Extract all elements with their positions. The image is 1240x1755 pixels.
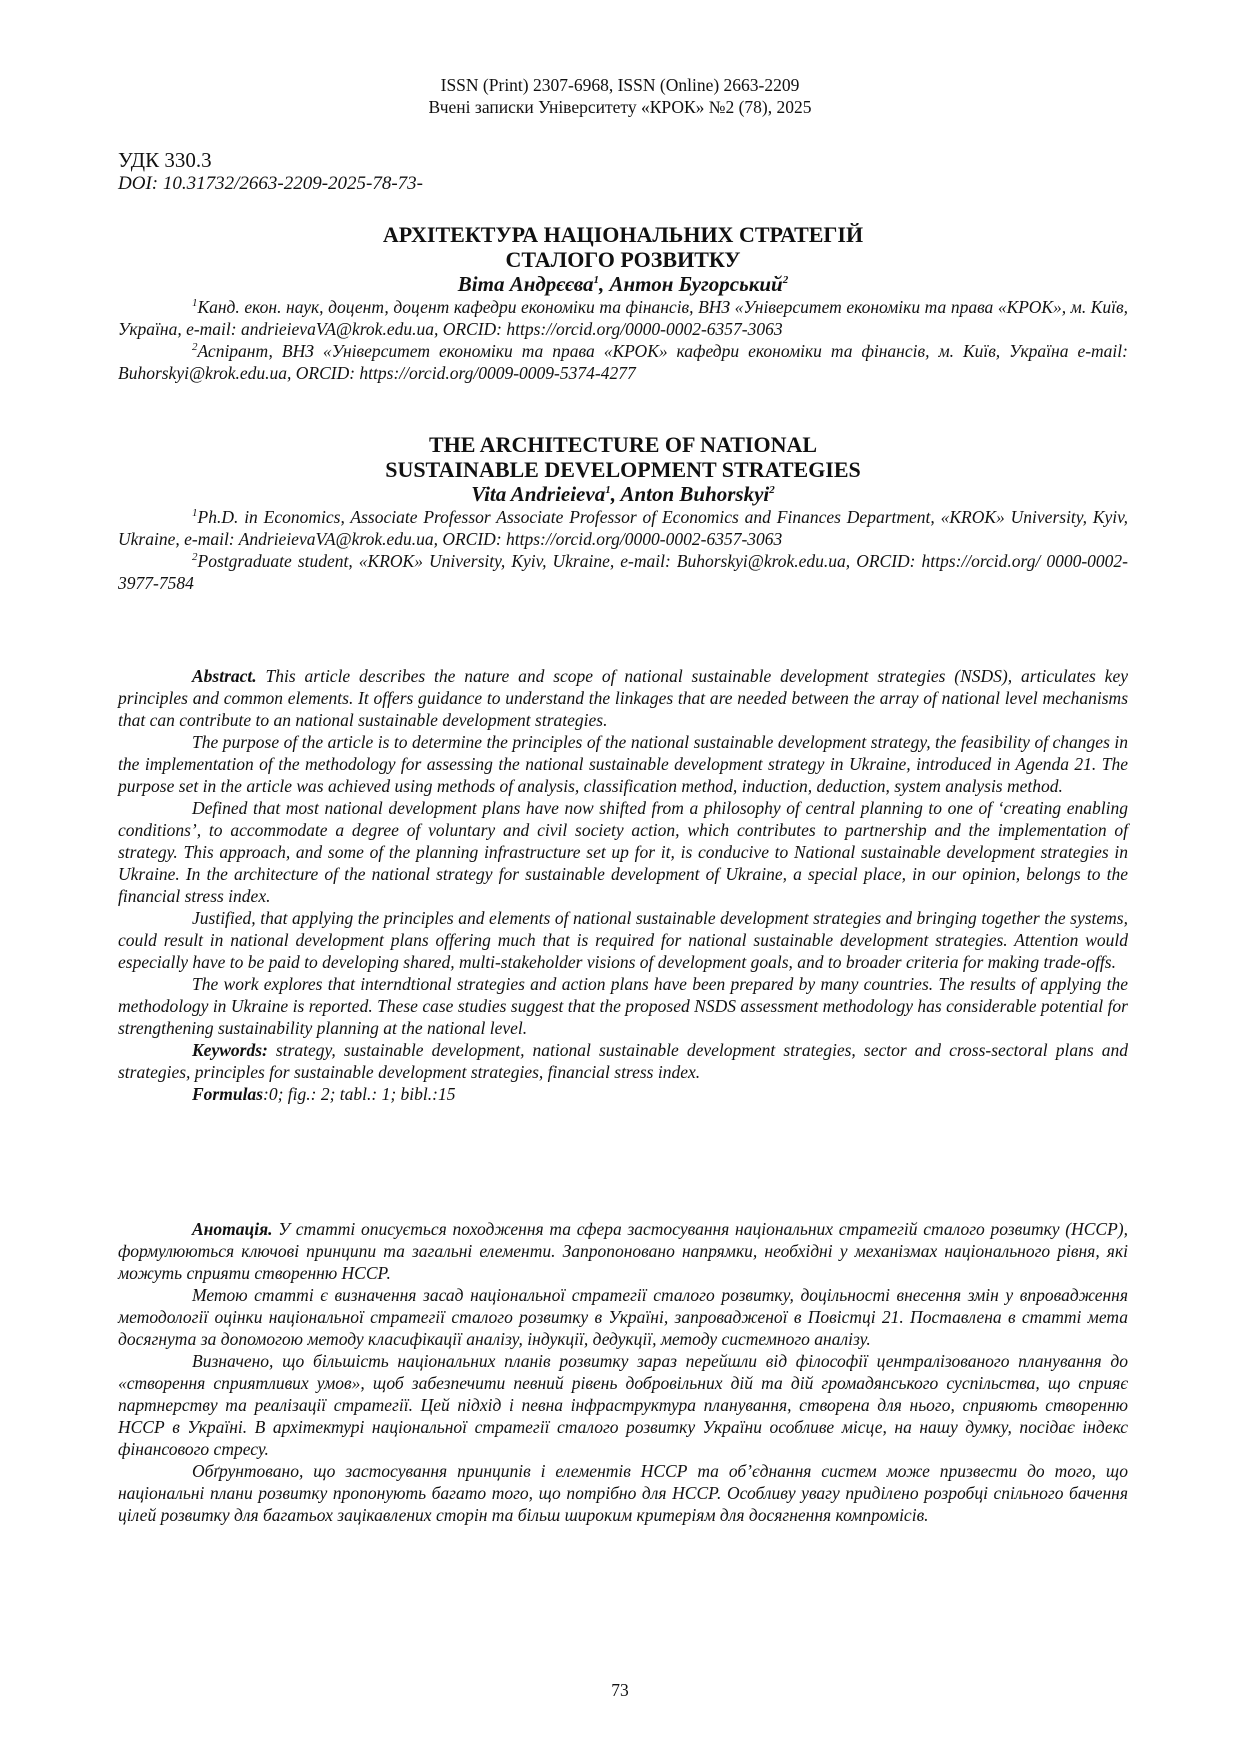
keywords-paragraph <box>118 1039 1128 1083</box>
doi: DOI: 10.31732/2663-2209-2025-78-73- <box>118 173 424 194</box>
en-author-2-sup: 2 <box>769 484 775 496</box>
formulas-paragraph <box>118 1083 1128 1105</box>
annotation-paragraph-1 <box>118 1218 1128 1284</box>
ua-affil-2-sup: 2 <box>192 341 198 354</box>
ua-affiliation-1 <box>118 296 1128 340</box>
annotation-label: Анотація. <box>192 1219 273 1239</box>
en-affiliation-1 <box>118 506 1128 550</box>
ukrainian-title-block <box>118 222 1128 384</box>
formulas-label: Formulas <box>192 1084 263 1104</box>
en-author-sep: , <box>610 482 621 506</box>
ua-author-1: Віта Андрєєва <box>457 272 594 296</box>
english-title-block <box>118 432 1128 594</box>
abstract-paragraph-1 <box>118 665 1128 731</box>
abstract-paragraph-2: The purpose of the article is to determine the principles of the national sustainable development strategy, the feasibility of changes in the implementation of the methodology for assessing the national sustainable development strategy in Ukraine, introduced in Agenda 21. The purpose set in the article was achieved using methods of analysis, classification method, induction, deduction, system analysis method. <box>118 732 1128 796</box>
en-affiliation-2 <box>118 550 1128 594</box>
annotation-paragraph-4: Обґрунтовано, що застосування принципів і елементів НССР та об’єднання систем може призвести до того, що національні плани розвитку пропонують багато того, що потрібно для НССР. Особливу увагу приділено розробці спільного бачення цілей розвитку для багатьох зацікавлених сторін та більш широким критеріям для досягнення компромісів. <box>118 1461 1128 1525</box>
ua-title-line-1: АРХІТЕКТУРА НАЦІОНАЛЬНИХ СТРАТЕГІЙ <box>382 222 864 247</box>
ua-author-sep: , <box>598 272 610 296</box>
en-affil-2-sup: 2 <box>192 551 198 564</box>
annotation-p1-text: У статті описується походження та сфера застосування національних стратегій сталого розвитку (НССР), формулюються ключові принципи та загальні елементи. Запропоновано напрямки, необхідні у механізмах національного рівня, які можуть сприяти створенню НССР. <box>118 1219 1128 1283</box>
ua-affiliation-2 <box>118 340 1128 384</box>
journal-line: Вчені записки Університету «КРОК» №2 (78), 2025 <box>428 97 812 117</box>
en-affil-1-text: Ph.D. in Economics, Associate Professor Associate Professor of Economics and Finances Department, «KROK» University, Kyiv, Ukraine, e-mail: AndrieievaVA@krok.edu.ua, ORCID: https://orcid.org/0000-0002-6357-3063 <box>118 507 1128 549</box>
ua-author-2: Антон Бугорський <box>609 272 783 296</box>
en-authors <box>118 482 1128 506</box>
en-affil-2-text: Postgraduate student, «KROK» University, Kyiv, Ukraine, e-mail: Buhorskyi@krok.edu.ua, ORCID: https://orcid.org/ 0000-0002-3977-7584 <box>118 551 1128 593</box>
en-title-line-1: THE ARCHITECTURE OF NATIONAL <box>428 432 818 457</box>
ua-author-1-sup: 1 <box>593 274 599 286</box>
en-title-line-2: SUSTAINABLE DEVELOPMENT STRATEGIES <box>385 457 861 482</box>
running-header <box>0 74 1240 118</box>
keywords-label: Keywords: <box>192 1040 268 1060</box>
ua-affil-1-sup: 1 <box>192 297 198 310</box>
ua-author-2-sup: 2 <box>782 274 789 286</box>
en-author-1-sup: 1 <box>605 484 611 496</box>
abstract-p1-text: This article describes the nature and scope of national sustainable development strategies (NSDS), articulates key principles and common elements. It offers guidance to understand the linkages that are needed between the array of national level mechanisms that can contribute to an national sustainable development strategies. <box>118 666 1128 730</box>
abstract-paragraph-3: Defined that most national development plans have now shifted from a philosophy of central planning to one of ‘creating enabling conditions’, to accommodate a degree of voluntary and civil society action, which contributes to partnership and the implementation of strategy. This approach, and some of the planning infrastructure set up for it, is conducive to National sustainable development strategies in Ukraine. In the architecture of the national strategy for sustainable development of Ukraine, a special place, in our opinion, belongs to the financial stress index. <box>118 798 1128 906</box>
udk-doi <box>118 148 1128 195</box>
formulas-text: :0; fig.: 2; tabl.: 1; bibl.:15 <box>263 1084 456 1104</box>
en-author-1: Vita Andrieieva <box>471 482 606 506</box>
annotation-section <box>118 1218 1128 1526</box>
abstract-label: Abstract. <box>192 666 257 686</box>
ua-authors <box>118 272 1128 296</box>
issn-line: ISSN (Print) 2307-6968, ISSN (Online) 2663-2209 <box>440 75 800 95</box>
annotation-paragraph-2: Метою статті є визначення засад національної стратегії сталого розвитку, доцільності внесення змін у впровадження методології оцінки національної стратегії сталого розвитку в Україні, запровадженої в Повістці 21. Поставлена в статті мета досягнута за допомогою методу класифікації аналізу, індукції, дедукції, методу системного аналізу. <box>118 1285 1128 1349</box>
en-author-2: Anton Buhorskyi <box>620 482 770 506</box>
abstract-paragraph-5: The work explores that interndtional strategies and action plans have been prepared by many countries. The results of applying the methodology in Ukraine is reported. These case studies suggest that the proposed NSDS assessment methodology has considerable potential for strengthening sustainability planning at the national level. <box>118 974 1128 1038</box>
udk-code: УДК 330.3 <box>118 148 212 172</box>
abstract-section <box>118 665 1128 1105</box>
en-affil-1-sup: 1 <box>192 507 198 520</box>
abstract-paragraph-4: Justified, that applying the principles and elements of national sustainable development strategies and bringing together the systems, could result in national development plans offering much that is required for national sustainable development strategies. Attention would especially have to be paid to developing shared, multi-stakeholder visions of development goals, and to broader criteria for making trade-offs. <box>118 908 1128 972</box>
keywords-text: strategy, sustainable development, national sustainable development strategies, sector and cross-sectoral plans and strategies, principles for sustainable development strategies, financial stress index. <box>118 1040 1128 1082</box>
annotation-paragraph-3: Визначено, що більшість національних планів розвитку зараз перейшли від філософії централізованого планування до «створення сприятливих умов», щоб забезпечити певний рівень добровільних дій та дій громадянського суспільства, що сприяє партнерству та реалізації стратегії. Цей підхід і певна інфраструктура планування, створена для нього, сприяють створенню НССР в Україні. В архітектурі національної стратегії сталого розвитку України особливе місце, на нашу думку, посідає індекс фінансового стресу. <box>118 1351 1128 1459</box>
ua-title-line-2: СТАЛОГО РОЗВИТКУ <box>505 247 741 272</box>
ua-affil-2-text: Аспірант, ВНЗ «Університет економіки та права «КРОК» кафедри економіки та фінансів, м. Київ, Україна e-mail: Buhorskyi@krok.edu.ua, ORCID: https://orcid.org/0009-0009-5374-4277 <box>118 341 1128 383</box>
ua-affil-1-text: Канд. екон. наук, доцент, доцент кафедри економіки та фінансів, ВНЗ «Університет економіки та права «КРОК», м. Київ, Україна, e-mail: andrieievaVA@krok.edu.ua, ORCID: https://orcid.org/0000-0002-6357-3063 <box>118 297 1128 339</box>
page-number: 73 <box>611 1680 629 1700</box>
